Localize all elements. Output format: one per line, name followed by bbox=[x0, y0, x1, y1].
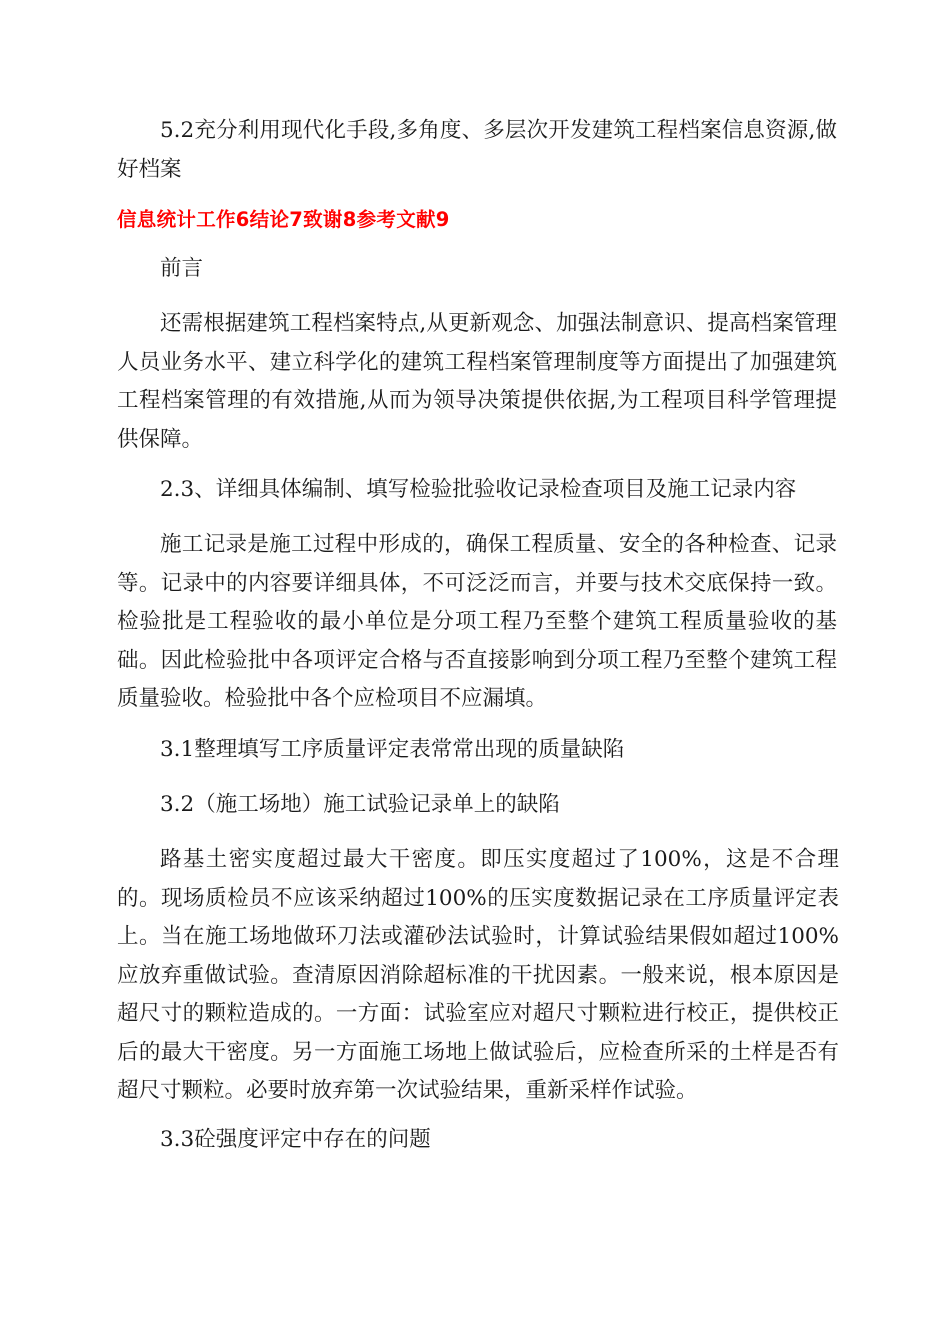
paragraph-construction-records: 施工记录是施工过程中形成的，确保工程质量、安全的各种检查、记录等。记录中的内容要详细具体，不可泛泛而言，并要与技术交底保持一致。检验批是工程验收的最小单位是分项工程乃至整个建筑工程质量验收的基础。因此检验批中各项评定合格与否直接影响到分项工程乃至整个建筑工程质量验收。检验批中各个应检项目不应漏填。 bbox=[117, 532, 837, 711]
paragraph-section-3-2: 3.2（施工场地）施工试验记录单上的缺陷 bbox=[160, 792, 560, 817]
paragraph-preface-title: 前言 bbox=[160, 256, 204, 281]
paragraph-section-2-3: 2.3、详细具体编制、填写检验批验收记录检查项目及施工记录内容 bbox=[160, 477, 797, 502]
paragraph-preface-body: 还需根据建筑工程档案特点,从更新观念、加强法制意识、提高档案管理人员业务水平、建立科学化的建筑工程档案管理制度等方面提出了加强建筑工程档案管理的有效措施,从而为领导决策提供依据,为工程项目科学管理提供保障。 bbox=[117, 311, 837, 452]
toc-heading-red: 信息统计工作6结论7致谢8参考文献9 bbox=[117, 208, 450, 231]
paragraph-compaction-defects: 路基土密实度超过最大干密度。即压实度超过了100%，这是不合理的。现场质检员不应该采纳超过100%的压实度数据记录在工序质量评定表上。当在施工场地做环刀法或灌砂法试验时，计算试验结果假如超过100%应放弃重做试验。查清原因消除超标准的干扰因素。一般来说，根本原因是超尺寸的颗粒造成的。一方面：试验室应对超尺寸颗粒进行校正，提供校正后的最大干密度。另一方面施工场地上做试验后，应检查所采的土样是否有超尺寸颗粒。必要时放弃第一次试验结果，重新采样作试验。 bbox=[117, 847, 839, 1103]
paragraph-section-5-2: 5.2充分利用现代化手段,多角度、多层次开发建筑工程档案信息资源,做好档案 bbox=[117, 118, 837, 182]
paragraph-section-3-1: 3.1整理填写工序质量评定表常常出现的质量缺陷 bbox=[160, 737, 625, 762]
paragraph-section-3-3: 3.3砼强度评定中存在的问题 bbox=[160, 1127, 431, 1152]
